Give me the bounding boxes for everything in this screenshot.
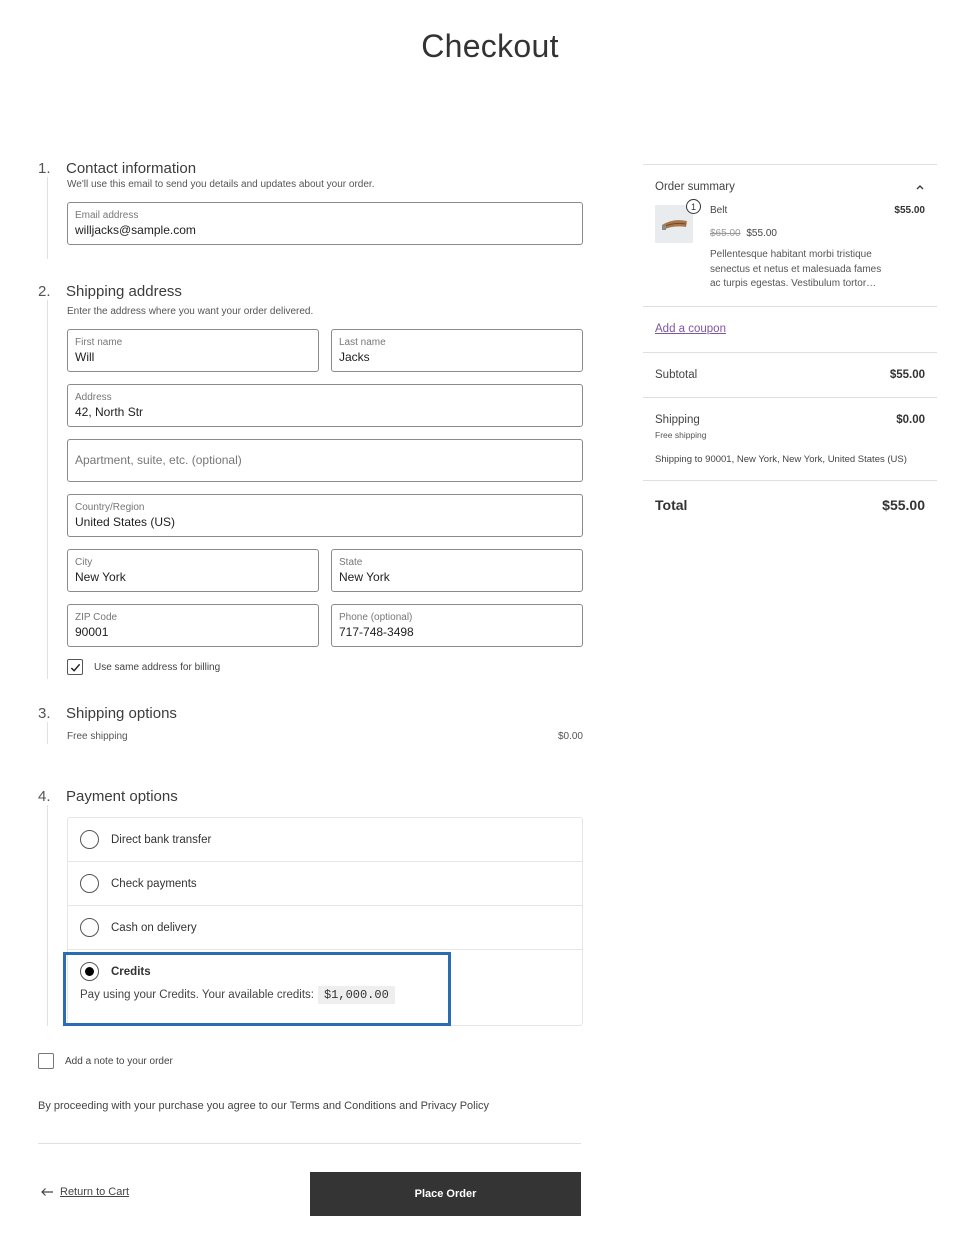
- radio-button[interactable]: [80, 918, 99, 937]
- zip-field[interactable]: [67, 604, 319, 647]
- original-price: $65.00: [710, 228, 741, 239]
- page-title: Checkout: [421, 28, 559, 64]
- phone-value: 717-748-3498: [339, 625, 414, 639]
- phone-label: Phone (optional): [339, 612, 413, 623]
- order-note-checkbox[interactable]: [38, 1053, 54, 1069]
- first-name-label: First name: [75, 337, 123, 348]
- product-thumbnail: [655, 201, 696, 243]
- payment-option-check[interactable]: [68, 862, 582, 906]
- chevron-up-icon: [915, 183, 925, 191]
- payment-option-cod[interactable]: [68, 906, 582, 950]
- email-label: Email address: [75, 210, 139, 221]
- product-line-total: $55.00: [894, 205, 925, 216]
- checkmark-icon: [70, 662, 81, 673]
- email-field[interactable]: [67, 202, 583, 245]
- section-title: Shipping options: [66, 705, 177, 722]
- divider: [38, 1143, 581, 1144]
- place-order-button[interactable]: Place Order: [310, 1172, 581, 1216]
- section-title: Shipping address: [66, 283, 182, 300]
- step-number: 4.: [38, 788, 51, 805]
- section-title: Contact information: [66, 160, 197, 177]
- step-number: 1.: [38, 160, 51, 177]
- zip-value: 90001: [75, 625, 109, 639]
- first-name-field[interactable]: [67, 329, 319, 372]
- shipping-address-section: [38, 283, 583, 679]
- shipping-value: $0.00: [896, 413, 925, 426]
- return-to-cart-link[interactable]: [40, 1186, 129, 1198]
- city-field[interactable]: [67, 549, 319, 592]
- return-to-cart-label: Return to Cart: [60, 1186, 130, 1198]
- city-value: New York: [75, 570, 126, 584]
- shipping-method-name: Free shipping: [67, 731, 128, 742]
- section-description: Enter the address where you want your order delivered.: [67, 306, 314, 317]
- checkout-form: [38, 160, 583, 1026]
- last-name-label: Last name: [339, 337, 386, 348]
- terms-notice: By proceeding with your purchase you agree to our Terms and Conditions and Privacy Policy: [38, 1100, 490, 1112]
- first-name-value: Will: [75, 350, 95, 364]
- coupon-section: [643, 306, 937, 352]
- email-value: willjacks@sample.com: [75, 223, 196, 237]
- add-coupon-link[interactable]: Add a coupon: [655, 323, 726, 335]
- last-name-value: Jacks: [339, 350, 370, 364]
- radio-button[interactable]: [80, 830, 99, 849]
- sale-price: $55.00: [746, 228, 777, 239]
- state-value: New York: [339, 570, 390, 584]
- phone-field[interactable]: [331, 604, 583, 647]
- same-billing-row: [67, 659, 583, 675]
- shipping-summary: [643, 397, 937, 480]
- shipping-options-section: [38, 705, 583, 744]
- selection-highlight: [63, 952, 451, 1026]
- step-number: 3.: [38, 705, 51, 722]
- credits-text: Pay using your Credits. Your available credits:: [80, 989, 314, 1001]
- payment-option-label: Cash on delivery: [111, 921, 197, 934]
- shipping-method-price: $0.00: [557, 731, 583, 742]
- cart-item: [655, 201, 925, 292]
- total-row: [643, 480, 937, 528]
- address-label: Address: [75, 392, 112, 403]
- subtotal-label: Subtotal: [655, 369, 698, 381]
- shipping-method: Free shipping: [655, 429, 707, 440]
- radio-button[interactable]: [80, 874, 99, 893]
- arrow-left-icon: [40, 1187, 54, 1197]
- same-billing-checkbox[interactable]: [67, 659, 83, 675]
- payment-option-label: Direct bank transfer: [111, 833, 212, 846]
- state-label: State: [339, 557, 363, 568]
- payment-option-bank-transfer[interactable]: [68, 818, 582, 862]
- credits-amount: $1,000.00: [318, 986, 395, 1004]
- country-select[interactable]: [67, 494, 583, 537]
- step-number: 2.: [38, 283, 51, 300]
- country-value: United States (US): [75, 515, 176, 529]
- zip-label: ZIP Code: [75, 612, 118, 623]
- state-select[interactable]: [331, 549, 583, 592]
- country-label: Country/Region: [75, 502, 145, 513]
- address-field[interactable]: [67, 384, 583, 427]
- payment-option-label: Check payments: [111, 877, 197, 890]
- apartment-field[interactable]: [67, 439, 583, 482]
- contact-section: [38, 160, 583, 259]
- last-name-field[interactable]: [331, 329, 583, 372]
- quantity-badge: 1: [686, 199, 701, 214]
- shipping-rate-option[interactable]: [67, 731, 583, 742]
- order-summary-title: Order summary: [655, 181, 735, 193]
- city-label: City: [75, 557, 93, 568]
- shipping-label: Shipping: [655, 413, 700, 426]
- subtotal-value: $55.00: [889, 369, 925, 381]
- product-name: Belt: [710, 205, 728, 216]
- order-summary-sidebar: [643, 164, 937, 528]
- shipping-destination: Shipping to 90001, New York, New York, United States (US): [655, 453, 907, 465]
- order-note-label[interactable]: Add a note to your order: [65, 1055, 173, 1067]
- product-description: Pellentesque habitant morbi tristique senectus et netus et malesuada fames ac turpis egestas. Vestibulum tortor…: [710, 249, 882, 289]
- subtotal-row: [643, 352, 937, 397]
- section-description: We'll use this email to send you details and updates about your order.: [67, 179, 375, 190]
- total-label: Total: [655, 496, 688, 513]
- address-value: 42, North Str: [75, 405, 144, 419]
- section-title: Payment options: [66, 788, 178, 805]
- order-note-row: [38, 1053, 173, 1069]
- order-summary-panel: [643, 164, 937, 306]
- same-billing-label[interactable]: Use same address for billing: [94, 661, 221, 673]
- payment-option-label: Credits: [111, 965, 151, 978]
- apartment-placeholder: Apartment, suite, etc. (optional): [75, 453, 242, 467]
- order-summary-toggle[interactable]: [655, 181, 925, 193]
- total-value: $55.00: [882, 496, 925, 513]
